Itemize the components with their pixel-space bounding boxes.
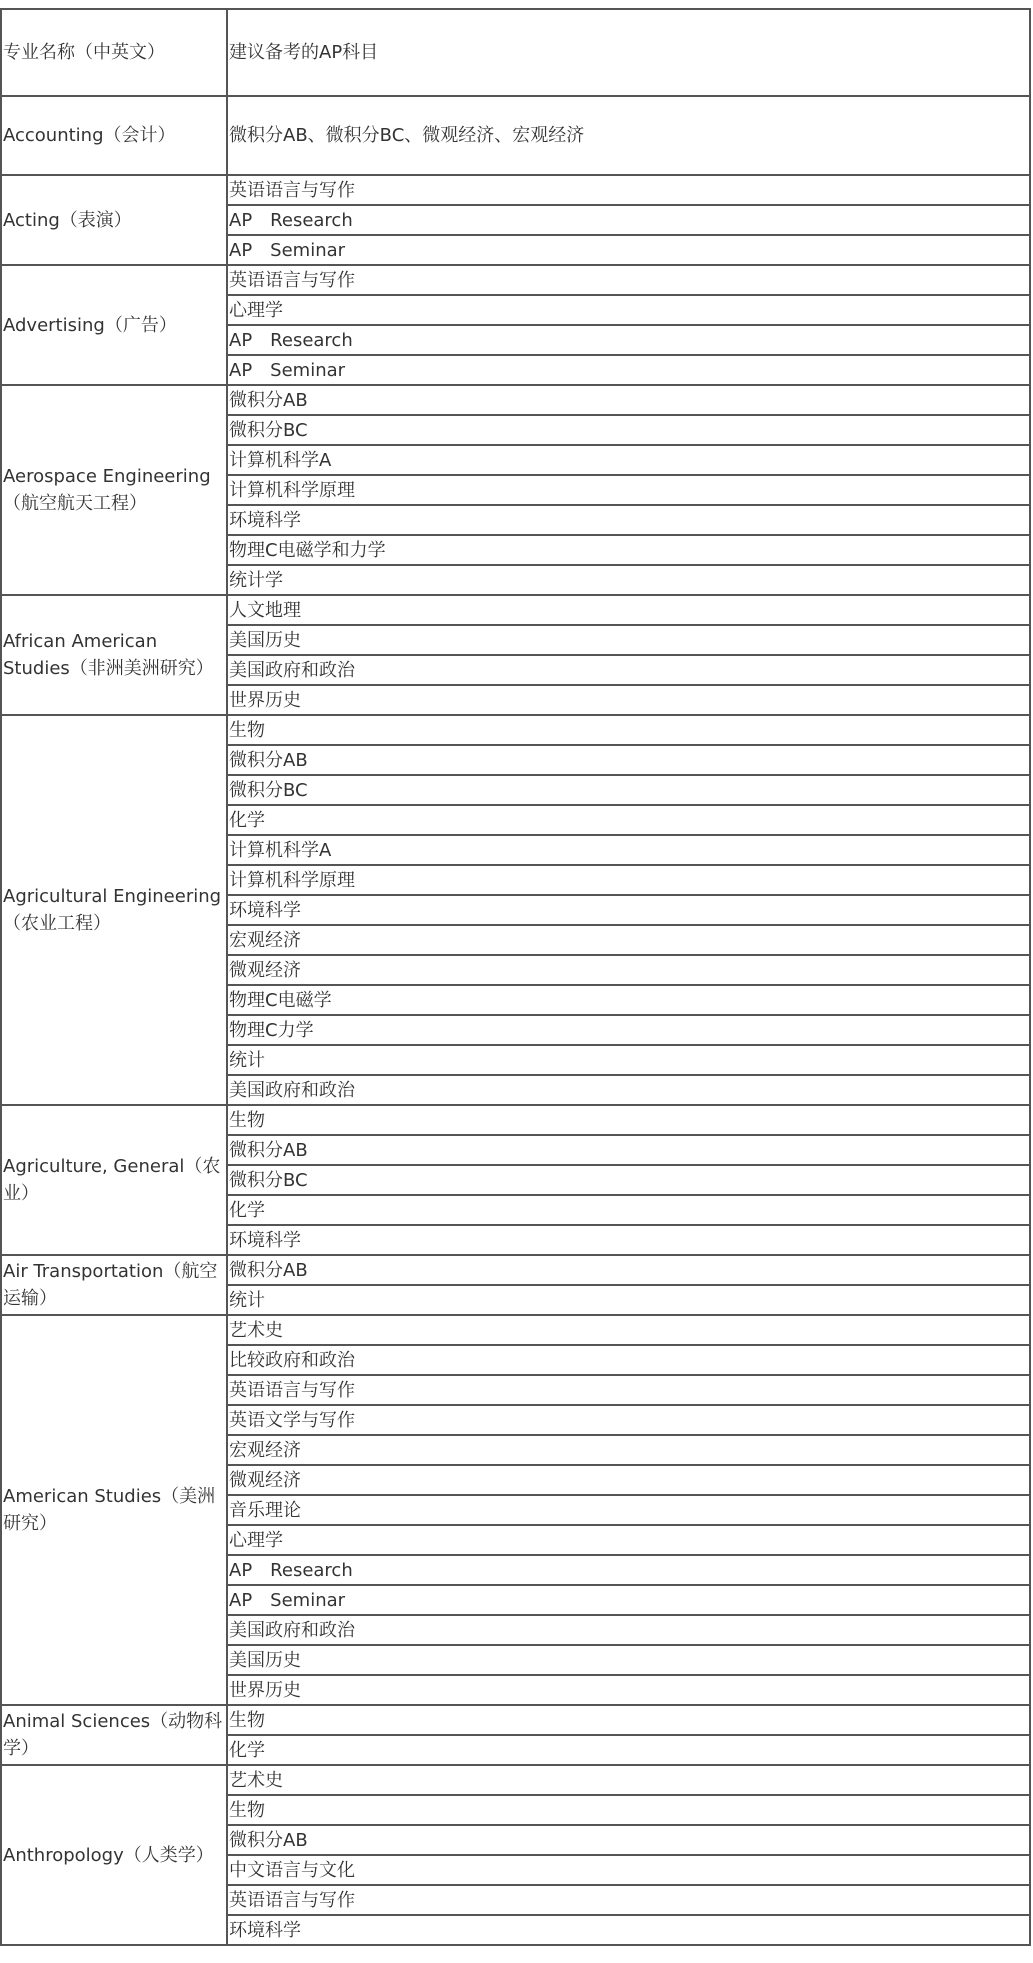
subject-cell: 微积分AB — [227, 385, 1030, 415]
subject-cell: 微观经济 — [227, 955, 1030, 985]
major-ap-table — [0, 8, 1031, 1946]
subject-cell: AP Seminar — [227, 355, 1030, 385]
header-major-cell: 专业名称（中英文） — [1, 9, 227, 96]
subject-cell: 微积分BC — [227, 775, 1030, 805]
subject-cell: 英语语言与写作 — [227, 175, 1030, 205]
subject-cell: 化学 — [227, 805, 1030, 835]
table-body — [1, 9, 1030, 1945]
subject-cell: 计算机科学A — [227, 835, 1030, 865]
subject-cell: 物理C电磁学 — [227, 985, 1030, 1015]
subject-cell: 微积分BC — [227, 415, 1030, 445]
subject-cell: 美国政府和政治 — [227, 655, 1030, 685]
subject-cell: 生物 — [227, 1705, 1030, 1735]
subject-cell: 环境科学 — [227, 505, 1030, 535]
major-name-cell: Anthropology（人类学） — [1, 1765, 227, 1945]
subject-cell: 比较政府和政治 — [227, 1345, 1030, 1375]
subject-cell: 环境科学 — [227, 1915, 1030, 1945]
major-name-cell: Agricultural Engineering（农业工程） — [1, 715, 227, 1105]
subject-cell: 环境科学 — [227, 1225, 1030, 1255]
table-row — [1, 1765, 1030, 1795]
subject-cell: 计算机科学原理 — [227, 475, 1030, 505]
subject-cell: 计算机科学A — [227, 445, 1030, 475]
subject-cell: 英语语言与写作 — [227, 1885, 1030, 1915]
subject-cell: 英语语言与写作 — [227, 1375, 1030, 1405]
subject-cell: 微积分AB — [227, 1825, 1030, 1855]
subject-cell: 环境科学 — [227, 895, 1030, 925]
table-row — [1, 715, 1030, 745]
header-subjects-cell: 建议备考的AP科目 — [227, 9, 1030, 96]
subject-cell: 微积分AB — [227, 1255, 1030, 1285]
subject-cell: 美国政府和政治 — [227, 1615, 1030, 1645]
table-row — [1, 96, 1030, 175]
major-name-cell: Acting（表演） — [1, 175, 227, 265]
table-row — [1, 1315, 1030, 1345]
subject-cell: 艺术史 — [227, 1765, 1030, 1795]
major-name-cell: American Studies（美洲研究） — [1, 1315, 227, 1705]
subject-cell: 化学 — [227, 1195, 1030, 1225]
major-name-cell: Air Transportation（航空运输） — [1, 1255, 227, 1315]
table-row — [1, 175, 1030, 205]
table-row — [1, 265, 1030, 295]
subject-cell: 物理C电磁学和力学 — [227, 535, 1030, 565]
table-row — [1, 385, 1030, 415]
subject-cell: 音乐理论 — [227, 1495, 1030, 1525]
major-name-cell: African American Studies（非洲美洲研究） — [1, 595, 227, 715]
table-row — [1, 1105, 1030, 1135]
major-name-cell: Agriculture, General（农业） — [1, 1105, 227, 1255]
subject-cell: 化学 — [227, 1735, 1030, 1765]
subject-cell: 统计 — [227, 1045, 1030, 1075]
subject-cell: 美国历史 — [227, 625, 1030, 655]
subject-cell: 生物 — [227, 1795, 1030, 1825]
subject-cell: 宏观经济 — [227, 1435, 1030, 1465]
subject-cell: 英语文学与写作 — [227, 1405, 1030, 1435]
subject-cell: 世界历史 — [227, 685, 1030, 715]
subject-cell: 生物 — [227, 715, 1030, 745]
subject-cell: AP Research — [227, 205, 1030, 235]
subject-cell: 心理学 — [227, 1525, 1030, 1555]
subject-cell: 统计 — [227, 1285, 1030, 1315]
subject-cell: 微观经济 — [227, 1465, 1030, 1495]
subject-cell: 生物 — [227, 1105, 1030, 1135]
subject-cell: 微积分AB — [227, 1135, 1030, 1165]
subject-cell: 艺术史 — [227, 1315, 1030, 1345]
subject-cell: 物理C力学 — [227, 1015, 1030, 1045]
subject-cell: AP Research — [227, 1555, 1030, 1585]
subject-cell: 统计学 — [227, 565, 1030, 595]
subject-cell: 世界历史 — [227, 1675, 1030, 1705]
subject-cell: 英语语言与写作 — [227, 265, 1030, 295]
subject-cell: 人文地理 — [227, 595, 1030, 625]
table-row — [1, 1705, 1030, 1735]
major-name-cell: Aerospace Engineering（航空航天工程） — [1, 385, 227, 595]
subject-cell: AP Seminar — [227, 235, 1030, 265]
subject-cell: 宏观经济 — [227, 925, 1030, 955]
subject-cell: AP Research — [227, 325, 1030, 355]
major-name-cell: Advertising（广告） — [1, 265, 227, 385]
major-name-cell: Animal Sciences（动物科学） — [1, 1705, 227, 1765]
subject-cell: 美国历史 — [227, 1645, 1030, 1675]
header-row — [1, 9, 1030, 96]
subject-cell: 美国政府和政治 — [227, 1075, 1030, 1105]
table-row — [1, 1255, 1030, 1285]
subject-cell: AP Seminar — [227, 1585, 1030, 1615]
subject-cell: 微积分BC — [227, 1165, 1030, 1195]
subject-cell: 微积分AB、微积分BC、微观经济、宏观经济 — [227, 96, 1030, 175]
subject-cell: 心理学 — [227, 295, 1030, 325]
subject-cell: 计算机科学原理 — [227, 865, 1030, 895]
table-row — [1, 595, 1030, 625]
subject-cell: 微积分AB — [227, 745, 1030, 775]
subject-cell: 中文语言与文化 — [227, 1855, 1030, 1885]
major-name-cell: Accounting（会计） — [1, 96, 227, 175]
